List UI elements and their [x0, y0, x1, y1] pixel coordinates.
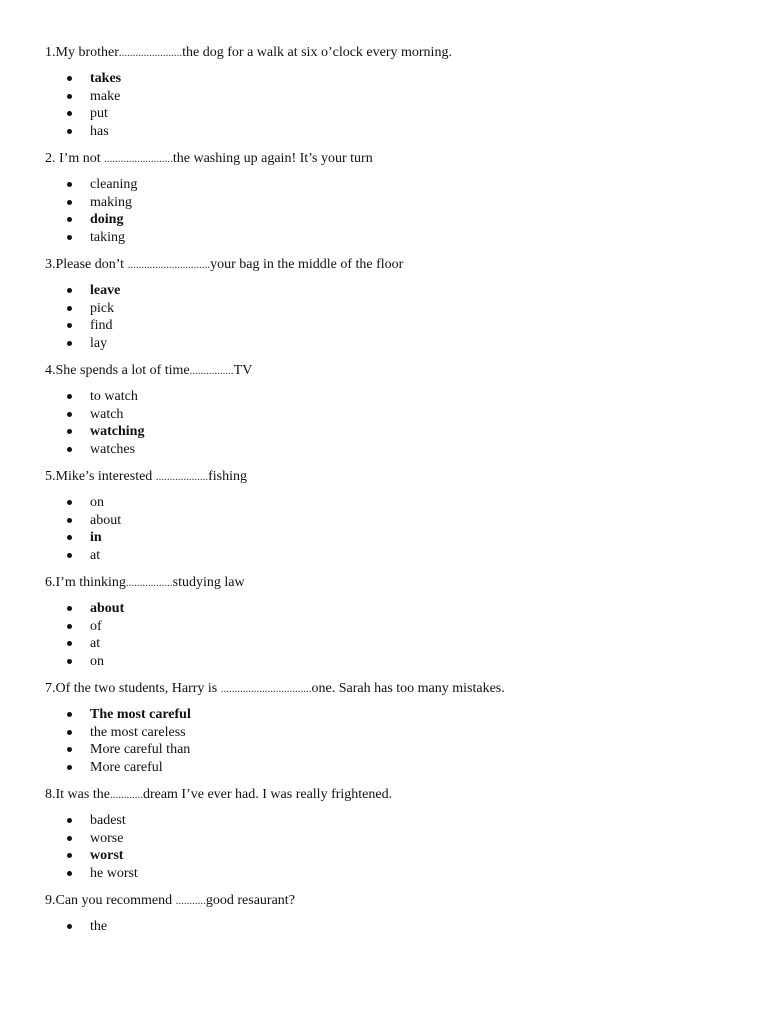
option-item: More careful	[67, 759, 768, 777]
question-3	[45, 256, 768, 352]
answer-blank: .................	[125, 577, 173, 589]
option-item: on	[67, 653, 768, 671]
option-item-correct: about	[67, 600, 768, 618]
question-prefix: 9.Can you recommend	[45, 893, 176, 908]
option-item-correct: watching	[67, 423, 768, 441]
option-item: to watch	[67, 388, 768, 406]
question-prefix: 3.Please don’t	[45, 257, 128, 272]
question-9	[45, 892, 768, 936]
answer-blank: .................................	[220, 683, 312, 695]
option-list	[45, 918, 768, 936]
question-8	[45, 786, 768, 882]
option-item: has	[67, 123, 768, 141]
option-list	[45, 812, 768, 882]
option-item: lay	[67, 335, 768, 353]
option-list	[45, 282, 768, 352]
question-suffix: good resaurant?	[205, 893, 295, 908]
question-prefix: 4.She spends a lot of time	[45, 363, 190, 378]
question-suffix: dream I’ve ever had. I was really frightened.	[142, 787, 393, 802]
answer-blank: ...................	[155, 471, 209, 483]
question-text	[45, 680, 768, 698]
question-text	[45, 574, 768, 592]
option-item-correct: takes	[67, 70, 768, 88]
question-suffix: your bag in the middle of the floor	[210, 257, 404, 272]
option-item: on	[67, 494, 768, 512]
answer-blank: ...........	[175, 895, 206, 907]
option-item-correct: leave	[67, 282, 768, 300]
question-text	[45, 44, 768, 62]
option-list	[45, 70, 768, 140]
question-text	[45, 256, 768, 274]
option-list	[45, 494, 768, 564]
question-text	[45, 786, 768, 804]
option-item-correct: in	[67, 529, 768, 547]
question-5	[45, 468, 768, 564]
question-7	[45, 680, 768, 776]
option-item: badest	[67, 812, 768, 830]
question-prefix: 8.It was the	[45, 787, 110, 802]
question-2	[45, 150, 768, 246]
option-item: the	[67, 918, 768, 936]
answer-blank: ................	[189, 365, 234, 377]
option-item-correct: The most careful	[67, 706, 768, 724]
option-item-correct: doing	[67, 211, 768, 229]
option-item: making	[67, 194, 768, 212]
question-suffix: one. Sarah has too many mistakes.	[311, 681, 505, 696]
option-item: at	[67, 635, 768, 653]
question-prefix: 5.Mike’s interested	[45, 469, 156, 484]
option-list	[45, 706, 768, 776]
option-list	[45, 176, 768, 246]
question-suffix: TV	[233, 363, 253, 378]
option-item: the most careless	[67, 724, 768, 742]
question-4	[45, 362, 768, 458]
option-item: about	[67, 512, 768, 530]
option-item: worse	[67, 830, 768, 848]
question-prefix: 1.My brother	[45, 45, 119, 60]
answer-blank: .......................	[118, 47, 183, 59]
answer-blank: ............	[109, 789, 143, 801]
question-prefix: 7.Of the two students, Harry is	[45, 681, 221, 696]
option-item: watches	[67, 441, 768, 459]
question-suffix: studying law	[172, 575, 245, 590]
option-item: pick	[67, 300, 768, 318]
option-list	[45, 388, 768, 458]
question-text	[45, 468, 768, 486]
option-item: at	[67, 547, 768, 565]
option-item: More careful than	[67, 741, 768, 759]
option-list	[45, 600, 768, 670]
answer-blank: .........................	[104, 153, 173, 165]
question-1	[45, 44, 768, 140]
option-item: make	[67, 88, 768, 106]
option-item: find	[67, 317, 768, 335]
question-text	[45, 892, 768, 910]
question-text	[45, 150, 768, 168]
answer-blank: ..............................	[127, 259, 211, 271]
question-prefix: 6.I’m thinking	[45, 575, 126, 590]
option-item: of	[67, 618, 768, 636]
option-item: put	[67, 105, 768, 123]
option-item: watch	[67, 406, 768, 424]
option-item: cleaning	[67, 176, 768, 194]
option-item: taking	[67, 229, 768, 247]
option-item-correct: worst	[67, 847, 768, 865]
question-prefix: 2. I’m not	[45, 151, 105, 166]
question-list	[45, 44, 768, 936]
question-suffix: fishing	[208, 469, 247, 484]
question-suffix: the dog for a walk at six o’clock every morning.	[182, 45, 452, 60]
option-item: he worst	[67, 865, 768, 883]
question-suffix: the washing up again! It’s your turn	[172, 151, 373, 166]
question-6	[45, 574, 768, 670]
question-text	[45, 362, 768, 380]
